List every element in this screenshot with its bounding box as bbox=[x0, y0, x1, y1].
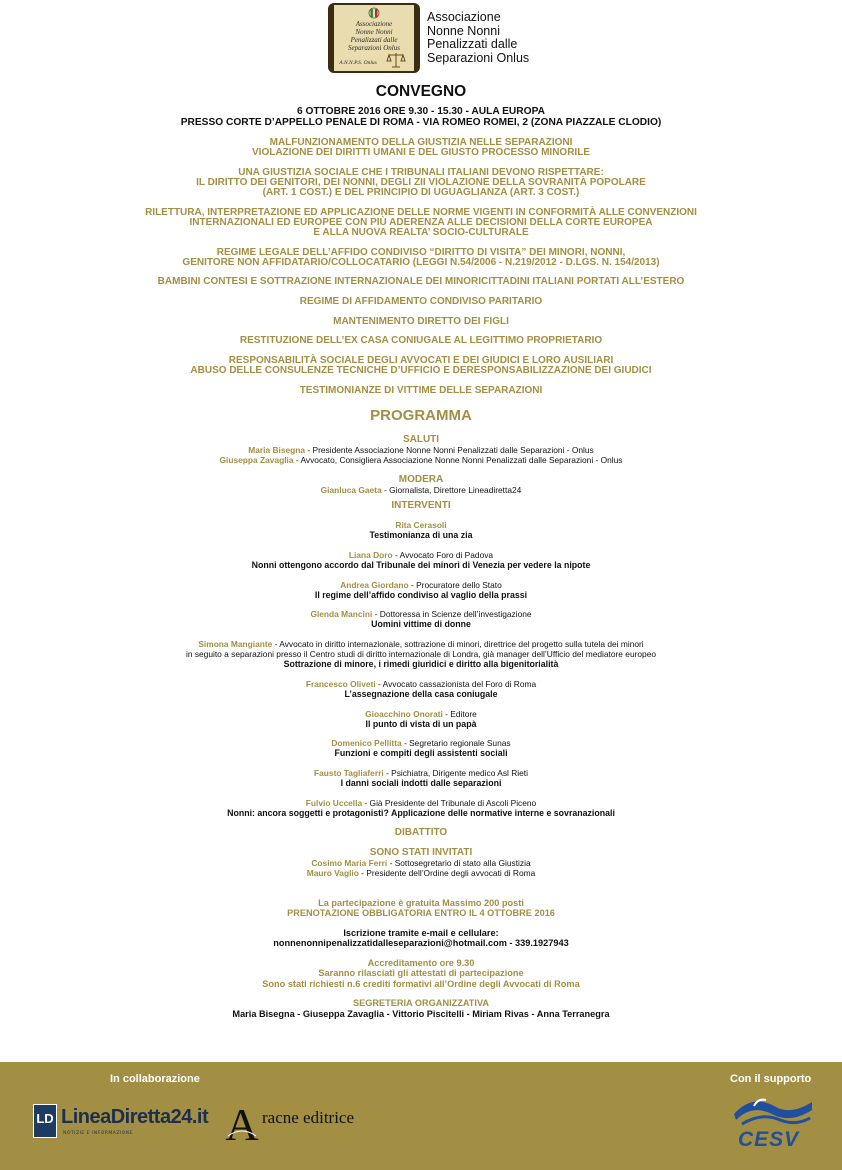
topic-line: E ALLA NUOVA REALTA’ SOCIO-CULTURALE bbox=[313, 226, 529, 238]
topic-line: TESTIMONIANZE DI VITTIME DELLE SEPARAZIONI bbox=[299, 384, 543, 396]
talk-title: Uomini vittime di donne bbox=[371, 619, 471, 630]
event-details bbox=[0, 107, 842, 128]
talk-title: Il regime dell’affido condiviso al vaglio della prassi bbox=[314, 589, 528, 600]
header bbox=[0, 0, 842, 80]
speaker-block bbox=[0, 609, 842, 629]
topic-line: RESPONSABILITÀ SOCIALE DEGLI AVVOCATI E DEI GIUDICI E LORO AUSILIARI bbox=[228, 355, 614, 367]
topic-group bbox=[0, 248, 842, 268]
dibattito-heading: DIBATTITO bbox=[394, 826, 448, 838]
cesv-wave-icon bbox=[728, 1092, 818, 1132]
person-line bbox=[0, 868, 842, 878]
person-role: - Avvocato Foro di Padova bbox=[392, 549, 494, 560]
person-name: Gianluca Gaeta bbox=[320, 485, 382, 496]
topic-line: GENITORE NON AFFIDATARIO/COLLOCATARIO (LEGGI N.54/2006 - N.219/2012 - D.LGS. N. 154/2013) bbox=[182, 256, 660, 268]
footer bbox=[0, 1062, 842, 1170]
speaker-block bbox=[0, 639, 842, 669]
speaker-block bbox=[0, 768, 842, 788]
talk-title: Il punto di vista di un papà bbox=[365, 718, 477, 729]
talk-title: Testimonianza di una zia bbox=[369, 530, 473, 541]
speaker-block bbox=[0, 679, 842, 699]
secretariat-heading: SEGRETERIA ORGANIZZATIVA bbox=[352, 998, 490, 1009]
person-name: Giuseppa Zavaglia bbox=[219, 455, 294, 466]
speaker-name: Francesco Oliveti bbox=[305, 678, 376, 689]
convegno-title: CONVEGNO bbox=[375, 83, 467, 100]
person-line bbox=[0, 609, 842, 619]
topic-line: RILETTURA, INTERPRETAZIONE ED APPLICAZIONE DELLE NORME VIGENTI IN CONFORMITÀ ALLE CONVENZIONI bbox=[145, 206, 697, 218]
talk-title: Funzioni e compiti degli assistenti sociali bbox=[334, 748, 508, 759]
aracne-a-icon bbox=[222, 1096, 262, 1146]
person-line bbox=[0, 455, 842, 465]
topic-line: ABUSO DELLE CONSULENZE TECNICHE D’UFFICIO E DERESPONSABILIZZAZIONE DEI GIUDICI bbox=[190, 365, 652, 377]
aracne-text: racne editrice bbox=[262, 1108, 355, 1127]
person-role: - Avvocato, Consigliera Associazione Nonne Nonni Penalizzati dalle Separazioni - Onlus bbox=[293, 455, 623, 466]
person-role: - Dottoressa in Scienze dell’investigazione bbox=[372, 609, 532, 620]
topic-group bbox=[0, 138, 842, 158]
logo-line-1: Associazione bbox=[355, 20, 393, 28]
topic-line: VIOLAZIONE DEI DIRITTI UMANI E DEL GIUSTO PROCESSO MINORILE bbox=[252, 147, 590, 159]
speaker-name: Glenda Mancini bbox=[310, 609, 373, 620]
speaker-block bbox=[0, 798, 842, 818]
association-name bbox=[427, 11, 529, 65]
topic-group bbox=[0, 168, 842, 198]
event-date: 6 OTTOBRE 2016 ORE 9.30 - 15.30 - AULA EUROPA bbox=[297, 106, 545, 117]
participation-line: La partecipazione è gratuita Massimo 200 posti bbox=[318, 897, 524, 908]
event-location: PRESSO CORTE D’APPELLO PENALE DI ROMA - VIA ROMEO ROMEI, 2 (ZONA PIAZZALE CLODIO) bbox=[180, 116, 662, 128]
program bbox=[0, 434, 842, 1019]
person-role: - Avvocato cassazionista del Foro di Roma bbox=[375, 678, 537, 689]
logo-line-4: Separazioni Onlus bbox=[348, 44, 400, 52]
topic-line: IL DIRITTO DEI GENITORI, DEI NONNI, DEGLI ZII VIOLAZIONE DELLA SOVRANITÀ POPOLARE bbox=[196, 176, 646, 188]
contact-line: nonnenonnipenalizzatidalleseparazioni@hotmail.com - 339.1927943 bbox=[273, 938, 569, 949]
person-name: Cosimo Maria Ferri bbox=[311, 857, 388, 868]
talk-title: I danni sociali indotti dalle separazioni bbox=[340, 777, 502, 788]
speaker-block bbox=[0, 550, 842, 570]
topic-group bbox=[0, 356, 842, 376]
secretariat-names: Maria Bisegna - Giuseppa Zavaglia - Vittorio Piscitelli - Miriam Rivas - Anna Terranegra bbox=[232, 1008, 610, 1019]
person-role: - Editore bbox=[442, 708, 477, 719]
topic-line: BAMBINI CONTESI E SOTTRAZIONE INTERNAZIONALE DEI MINORICITTADINI ITALIANI PORTATI ALL’ESTERO bbox=[157, 276, 685, 288]
person-line bbox=[0, 768, 842, 778]
topic-line: RESTITUZIONE DELL’EX CASA CONIUGALE AL LEGITTIMO PROPRIETARIO bbox=[239, 335, 603, 347]
person-line bbox=[0, 485, 842, 495]
person-line bbox=[0, 858, 842, 868]
invitati-heading: SONO STATI INVITATI bbox=[369, 846, 473, 858]
person-role: - Presidente dell’Ordine degli avvocati di Roma bbox=[358, 867, 536, 878]
topic-line: UNA GIUSTIZIA SOCIALE CHE I TRIBUNALI ITALIANI DEVONO RISPETTARE: bbox=[238, 166, 604, 178]
topic-line: MANTENIMENTO DIRETTO DEI FIGLI bbox=[333, 315, 509, 327]
association-name-line: Associazione bbox=[427, 10, 501, 24]
lineadiretta-box: LD bbox=[33, 1104, 57, 1138]
person-role: - Giornalista, Direttore Lineadiretta24 bbox=[381, 485, 522, 496]
person-line bbox=[0, 709, 842, 719]
speaker-role-cont: in seguito a separazioni presso il Centro studi di diritto internazionale di Londra, già manager dell’Ufficio del mediatore europeo bbox=[185, 649, 657, 660]
person-role: - Procuratore dello Stato bbox=[408, 579, 502, 590]
person-role: - Psichiatra, Dirigente medico Asl Rieti bbox=[383, 767, 528, 778]
topic-group bbox=[0, 277, 842, 287]
person-line bbox=[0, 639, 842, 649]
lineadiretta-text: LineaDiretta24.it bbox=[61, 1106, 209, 1128]
speaker-block bbox=[0, 520, 842, 540]
interventi-heading: INTERVENTI bbox=[391, 500, 451, 512]
speaker-name: Simona Mangiante bbox=[198, 639, 273, 650]
speaker-name: Gioacchino Onorati bbox=[365, 708, 443, 719]
person-role: - Avvocato in diritto internazionale, sottrazione di minori, direttrice del progetto sulla tutela dei minori bbox=[272, 639, 644, 650]
modera-list bbox=[0, 485, 842, 495]
speaker-name: Fausto Tagliaferri bbox=[314, 767, 384, 778]
collaboration-label: In collaborazione bbox=[110, 1073, 200, 1085]
topic-line: (ART. 1 COST.) E DEL PRINCIPIO DI UGUAGLIANZA (ART. 3 COST.) bbox=[262, 186, 580, 198]
interventi-list bbox=[0, 520, 842, 817]
saluti-list bbox=[0, 445, 842, 465]
certificates-line: Saranno rilasciati gli attestati di partecipazione bbox=[318, 968, 524, 979]
person-name: Mauro Vaglio bbox=[306, 867, 359, 878]
topic-line: MALFUNZIONAMENTO DELLA GIUSTIZIA NELLE SEPARAZIONI bbox=[269, 137, 573, 148]
talk-title: L’assegnazione della casa coniugale bbox=[344, 688, 498, 699]
support-label: Con il supporto bbox=[730, 1073, 812, 1085]
person-role: - Segretario regionale Sunas bbox=[401, 738, 511, 749]
topic-group bbox=[0, 317, 842, 327]
topic-line: INTERNAZIONALI ED EUROPEE CON PIÙ ADERENZA ALLE DECISIONI DELLA CORTE EUROPEA bbox=[189, 216, 653, 228]
person-line bbox=[0, 738, 842, 748]
saluti-heading: SALUTI bbox=[402, 434, 440, 445]
association-name-line: Nonne Nonni bbox=[427, 23, 500, 38]
person-line bbox=[0, 798, 842, 808]
person-line bbox=[0, 550, 842, 560]
lineadiretta-logo bbox=[33, 1102, 209, 1142]
speaker-name: Liana Doro bbox=[348, 549, 393, 560]
modera-heading: MODERA bbox=[398, 474, 444, 486]
topic-line: REGIME LEGALE DELL’AFFIDO CONDIVISO “DIRITTO DI VISITA” DEI MINORI, NONNI, bbox=[216, 246, 626, 258]
topic-group bbox=[0, 336, 842, 346]
topic-line: REGIME DI AFFIDAMENTO CONDIVISO PARITARIO bbox=[299, 296, 543, 307]
talk-title: Sottrazione di minore, i rimedi giuridici e diritto alla bigenitorialità bbox=[283, 659, 559, 670]
association-name-line: Penalizzati dalle bbox=[427, 37, 518, 51]
aracne-initial: A bbox=[225, 1099, 259, 1146]
person-line bbox=[0, 580, 842, 590]
cesv-logo bbox=[728, 1092, 818, 1154]
speaker-name: Andrea Giordano bbox=[340, 579, 409, 590]
accreditation-line: Accreditamento ore 9.30 bbox=[367, 957, 475, 968]
speaker-name: Fulvio Uccella bbox=[305, 797, 363, 808]
booking-line: PRENOTAZIONE OBBLIGATORIA ENTRO IL 4 OTTOBRE 2016 bbox=[287, 908, 555, 919]
speaker-block bbox=[0, 738, 842, 758]
invitati-list bbox=[0, 858, 842, 878]
person-name: Maria Bisegna bbox=[248, 445, 306, 455]
speaker-block bbox=[0, 709, 842, 729]
logo-line-2: Nonne Nonni bbox=[355, 28, 393, 36]
logo-line-3: Penalizzati dalle bbox=[350, 36, 398, 44]
topic-group bbox=[0, 208, 842, 238]
speaker-block bbox=[0, 580, 842, 600]
registration-line: Iscrizione tramite e-mail e cellulare: bbox=[343, 927, 499, 938]
speaker-name: Domenico Pellitta bbox=[331, 738, 402, 749]
credits-line: Sono stati richiesti n.6 crediti formativi all’Ordine degli Avvocati di Roma bbox=[262, 978, 580, 989]
logo-line-5: A.N.N.P.S. Onlus bbox=[339, 60, 377, 66]
topic-group bbox=[0, 297, 842, 307]
person-role: - Già Presidente del Tribunale di Ascoli Piceno bbox=[362, 797, 537, 808]
person-line bbox=[0, 445, 842, 455]
person-role: - Sottosegretario di stato alla Giustizia bbox=[387, 857, 531, 868]
association-logo-scroll bbox=[326, 1, 422, 75]
programma-title: PROGRAMMA bbox=[370, 407, 472, 424]
lineadiretta-subtitle: NOTIZIE E INFORMAZIONE bbox=[63, 1131, 134, 1136]
aracne-logo bbox=[222, 1096, 392, 1146]
cesv-text: CESV bbox=[738, 1128, 800, 1151]
person-role: - Presidente Associazione Nonne Nonni Penalizzati dalle Separazioni - Onlus bbox=[305, 445, 594, 455]
talk-title: Nonni: ancora soggetti e protagonisti? Applicazione delle normative interne e sovranazionali bbox=[227, 807, 615, 818]
association-name-line: Separazioni Onlus bbox=[427, 50, 530, 65]
speaker-name: Rita Cerasoli bbox=[395, 520, 447, 531]
talk-title: Nonni ottengono accordo dal Tribunale dei minori di Venezia per vedere la nipote bbox=[251, 560, 591, 571]
person-line bbox=[0, 520, 842, 530]
topics-list bbox=[0, 138, 842, 406]
person-line bbox=[0, 679, 842, 689]
topic-group bbox=[0, 386, 842, 396]
